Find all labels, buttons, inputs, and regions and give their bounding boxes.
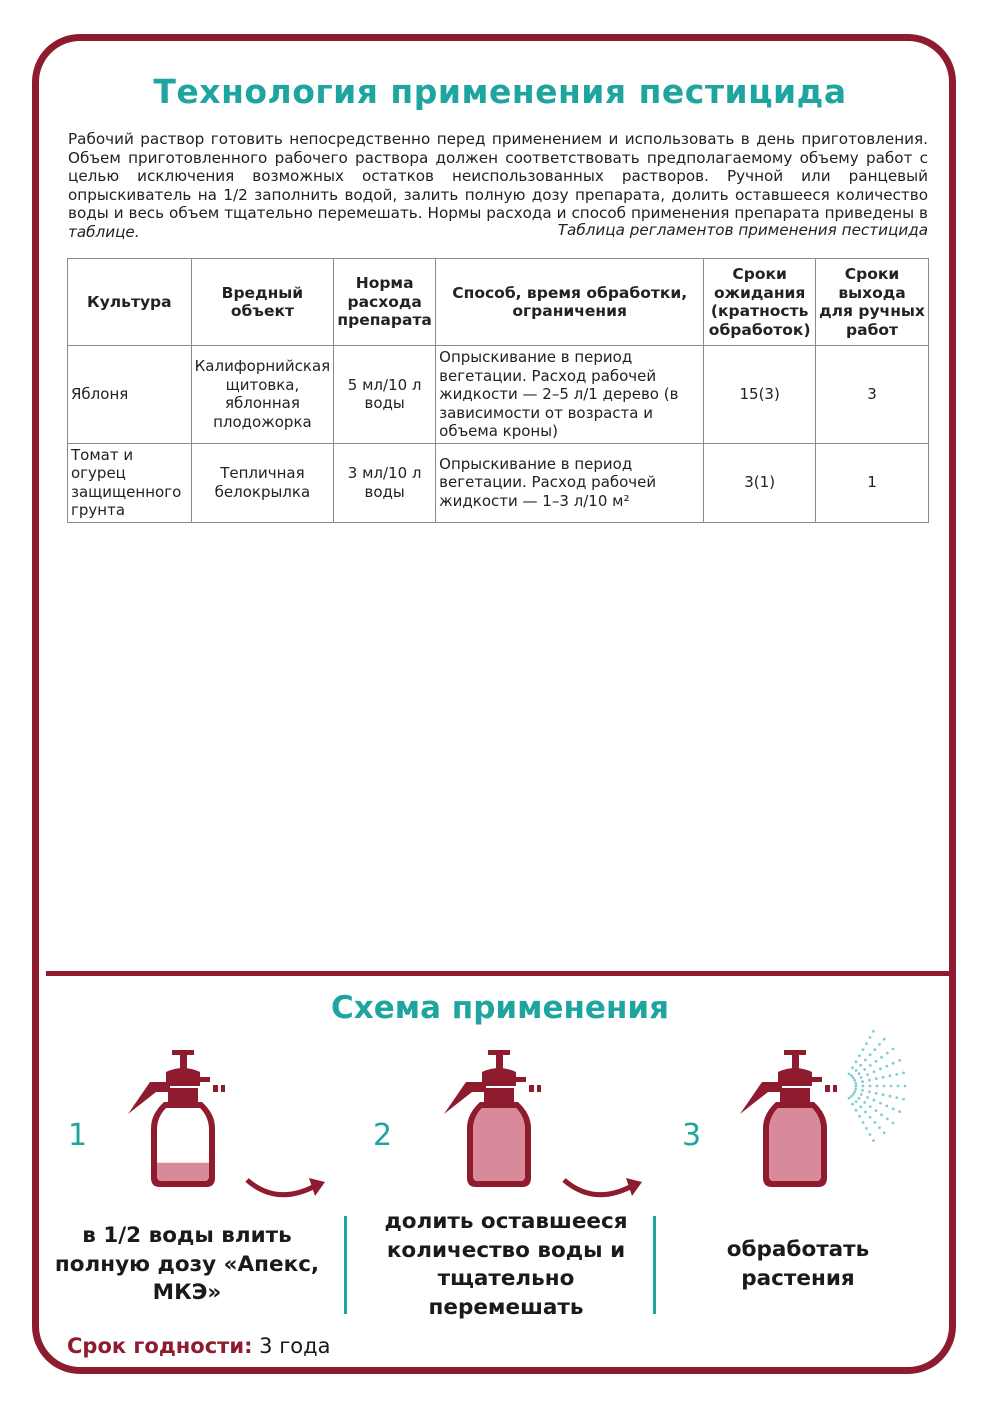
expiry-line <box>67 1334 330 1358</box>
table-header-row <box>68 259 929 346</box>
table-row <box>68 346 929 444</box>
section-divider <box>46 971 954 976</box>
header-method: Способ, время обработки, ограничения <box>436 259 704 346</box>
cell-reentry: 1 <box>816 443 929 522</box>
step-1-text: в 1/2 воды влить полную дозу «Апекс, МКЭ» <box>54 1223 320 1305</box>
header-culture: Культура <box>68 259 192 346</box>
step-3-text: обработать растения <box>726 1237 870 1291</box>
spray-mist-icon <box>836 1028 912 1144</box>
cell-pest: Тепличная белокрылка <box>191 443 334 522</box>
header-waiting: Сроки ожидания (кратность обработок) <box>704 259 816 346</box>
cell-reentry: 3 <box>816 346 929 444</box>
liquid-level <box>468 1108 530 1181</box>
step-separator <box>653 1216 656 1314</box>
step-2-text: долить оставшееся количество воды и тщательно перемешать <box>384 1209 628 1320</box>
step-separator <box>344 1216 347 1314</box>
sprayer-bottle-icon <box>122 1048 232 1190</box>
page-title: Технология применения пестицида <box>153 72 847 111</box>
header-reentry: Сроки выхода для ручных работ <box>816 259 929 346</box>
table-row <box>68 443 929 522</box>
header-dose: Норма расхода препарата <box>334 259 436 346</box>
cell-dose: 5 мл/10 л воды <box>334 346 436 444</box>
step-1-number: 1 <box>68 1118 88 1153</box>
step-2-number: 2 <box>373 1118 393 1153</box>
liquid-level <box>764 1108 826 1181</box>
cell-pest: Калифорнийская щитовка, яблонная плодожорка <box>191 346 334 444</box>
cell-method: Опрыскивание в период вегетации. Расход рабочей жидкости — 1–3 л/10 м² <box>436 443 704 522</box>
regulation-table <box>67 258 929 523</box>
curved-arrow-icon <box>560 1172 646 1206</box>
intro-text: Рабочий раствор готовить непосредственно перед применением и использовать в день приготовления. Объем приготовленного рабочего раствора должен соответствовать предполагаемому объему работ с целью исключения возможных остатков неиспользованных растворов. Ручной или ранцевый опрыскиватель на 1/2 заполнить водой, залить полную дозу препарата, долить оставшееся количество воды и весь объем тщательно перемешать. Нормы расхода и способ применения препарата приведены в <box>68 130 928 223</box>
step-3-number: 3 <box>682 1118 702 1153</box>
liquid-level <box>152 1163 214 1181</box>
cell-method: Опрыскивание в период вегетации. Расход рабочей жидкости — 2–5 л/1 дерево (в зависимости от возраста и объема кроны) <box>436 346 704 444</box>
table-caption: Таблица регламентов применения пестицида <box>557 221 928 239</box>
cell-culture: Томат и огурец защищенного грунта <box>68 443 192 522</box>
cell-waiting: 15(3) <box>704 346 816 444</box>
cell-dose: 3 мл/10 л воды <box>334 443 436 522</box>
header-pest: Вредный объект <box>191 259 334 346</box>
expiry-label: Срок годности: <box>67 1334 253 1358</box>
cell-culture: Яблоня <box>68 346 192 444</box>
sprayer-bottle-icon <box>734 1048 844 1190</box>
scheme-title: Схема применения <box>330 990 669 1026</box>
cell-waiting: 3(1) <box>704 443 816 522</box>
expiry-value: 3 года <box>259 1334 331 1358</box>
intro-tail: таблице. <box>68 222 140 241</box>
sprayer-bottle-icon <box>438 1048 548 1190</box>
curved-arrow-icon <box>243 1172 329 1206</box>
